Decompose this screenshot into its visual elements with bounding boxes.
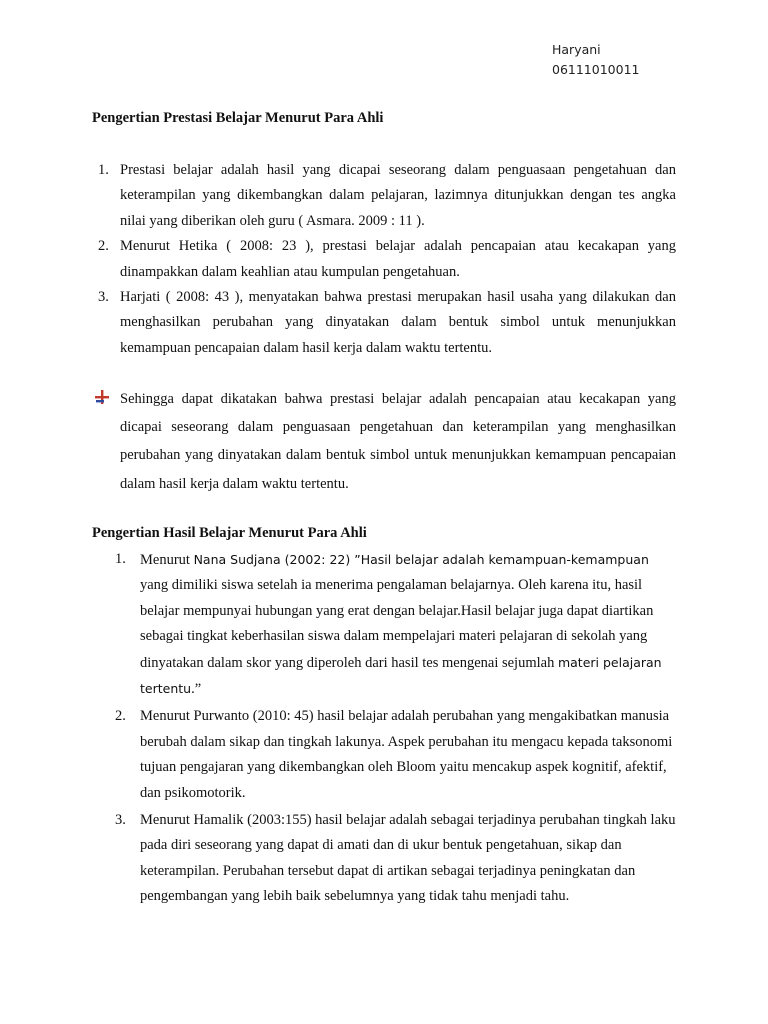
list-number: 1. — [115, 551, 126, 567]
quote-source: Nana Sudjana (2002: 22) ”Hasil belajar adalah kemampuan-kemampuan — [193, 552, 649, 567]
conclusion-paragraph: Sehingga dapat dikatakan bahwa prestasi belajar adalah pencapaian atau kecakapan yang dicapai seseorang dalam penguasaan pengetahuan dan keterampilan yang menghasilkan perubahan yang dinyatakan dalam bentuk simbol untuk menunjukkan kemampuan pencapaian dalam hasil kerja dalam waktu tertentu. — [120, 391, 676, 492]
list-item — [92, 285, 676, 361]
prestasi-definitions-list — [92, 158, 676, 361]
list-number: 2. — [115, 708, 126, 725]
quote-tail: materi pelajaran tertentu — [140, 654, 662, 697]
list-number: 3. — [115, 812, 126, 829]
section-title-hasil: Pengertian Hasil Belajar Menurut Para Ahli — [92, 525, 367, 541]
arrow-bullet-icon — [94, 389, 110, 405]
quote-end: .” — [191, 681, 202, 698]
list-item-text: Harjati ( 2008: 43 ), menyatakan bahwa prestasi merupakan hasil usaha yang dilakukan dan menghasilkan perubahan yang dinyatakan dalam bentuk simbol untuk menunjukkan kemampuan pencapaian dalam hasil kerja dalam waktu tertentu. — [120, 289, 676, 356]
list-item — [115, 808, 680, 910]
list-number: 1. — [98, 162, 109, 178]
list-item-lead: Menurut — [140, 552, 194, 568]
list-item — [115, 547, 680, 702]
list-item-text: Menurut Purwanto (2010: 45) hasil belajar adalah perubahan yang mengakibatkan manusia berubah dalam sikap dan tingkah lakunya. Aspek perubahan itu mengacu kepada taksonomi tujuan pengajaran yang dikembangkan oleh Bloom yaitu mencakup aspek kognitif, afektif, dan psikomotorik. — [140, 708, 673, 801]
author-id: 06111010011 — [552, 62, 640, 77]
list-number: 3. — [98, 289, 109, 306]
list-item — [92, 158, 676, 234]
list-item-text: Prestasi belajar adalah hasil yang dicapai seseorang dalam penguasaan pengetahuan dan keterampilan yang dikembangkan dalam pelajaran, lazimnya ditunjukkan dengan tes angka nilai yang diberikan oleh guru ( Asmara. 2009 : 11 ). — [120, 162, 676, 229]
list-number: 2. — [98, 238, 109, 255]
hasil-definitions-list — [115, 547, 680, 910]
list-item-text: Menurut Hetika ( 2008: 23 ), prestasi belajar adalah pencapaian atau kecakapan yang dinampakkan dalam keahlian atau kumpulan pengetahuan. — [120, 238, 676, 280]
list-item — [92, 234, 676, 285]
list-item-text: Menurut Hamalik (2003:155) hasil belajar adalah sebagai terjadinya perubahan tingkah laku pada diri seseorang yang dapat di amati dan di ukur bentuk pengetahuan, sikap dan keterampilan. Perubahan tersebut dapat di artikan sebagai terjadinya peningkatan dan pengembangan yang lebih baik sebelumnya yang tidak tahu menjadi tahu. — [140, 812, 676, 905]
author-name: Haryani — [552, 42, 601, 57]
list-item-text: yang dimiliki siswa setelah ia menerima pengalaman belajarnya. Oleh karena itu, hasil belajar mempunyai hubungan yang erat dengan belajar.Hasil belajar juga dapat diartikan sebagai tingkat keberhasilan siswa dalam mempelajari materi pelajaran di sekolah yang dinyatakan dalam skor yang diperoleh dari hasil tes mengenai sejumlah — [140, 577, 654, 671]
author-block — [552, 40, 639, 80]
section-title-prestasi: Pengertian Prestasi Belajar Menurut Para Ahli — [92, 110, 384, 126]
list-item — [115, 704, 680, 806]
